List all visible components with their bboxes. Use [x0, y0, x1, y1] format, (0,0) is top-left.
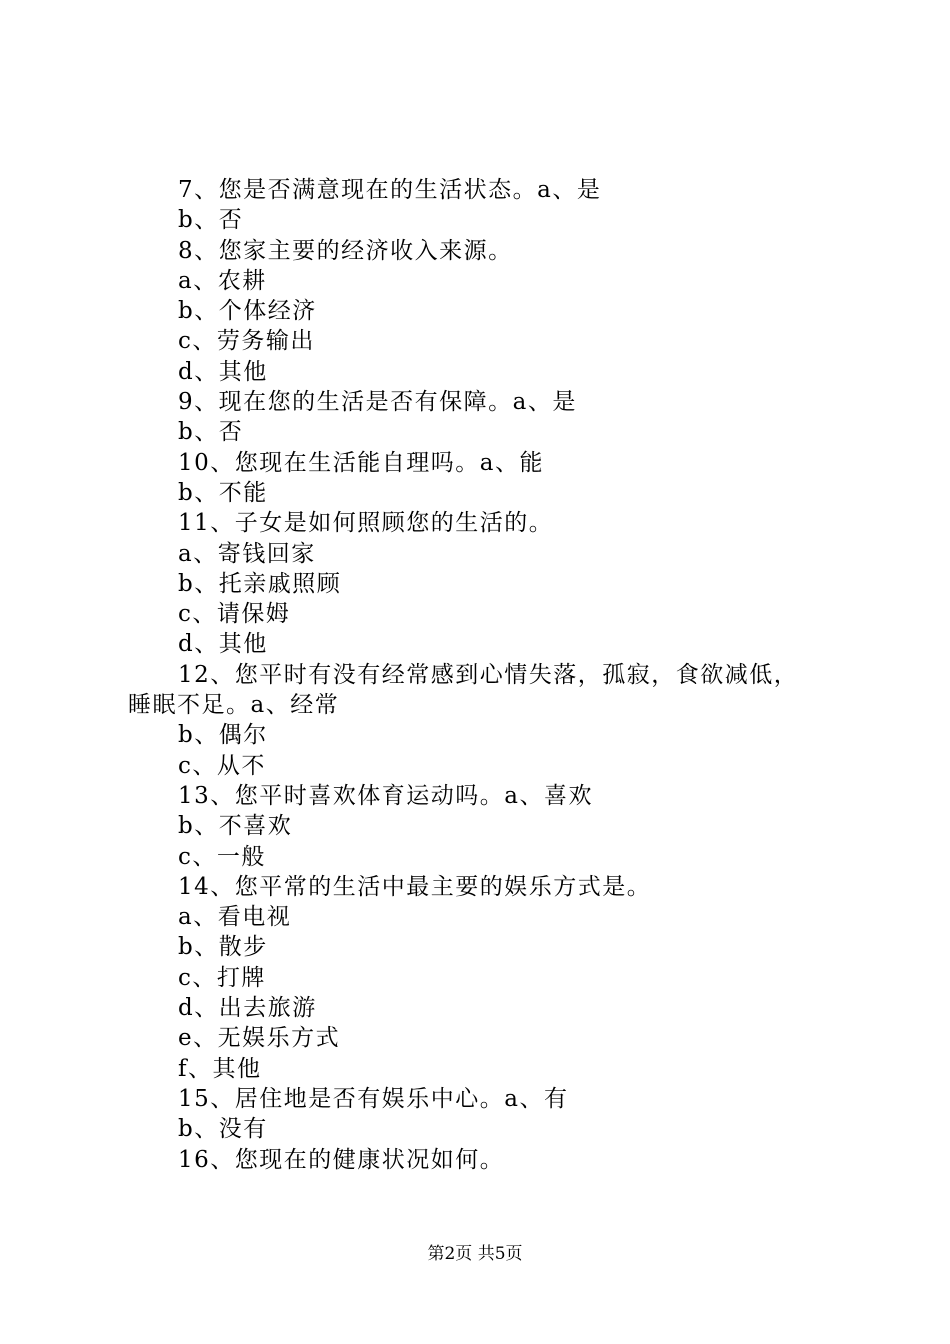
- text-line: c、从不: [178, 752, 266, 779]
- text-line: b、不喜欢: [178, 813, 293, 840]
- text-line: d、其他: [178, 631, 268, 658]
- text-line: a、寄钱回家: [178, 540, 316, 567]
- text-line: 9、现在您的生活是否有保障。a、是: [178, 389, 577, 416]
- text-line: 13、您平时喜欢体育运动吗。a、喜欢: [178, 782, 593, 809]
- text-line: 15、居住地是否有娱乐中心。a、有: [178, 1085, 569, 1112]
- text-line: f、其他: [178, 1055, 262, 1082]
- text-line: b、不能: [178, 479, 268, 506]
- text-line: 16、您现在的健康状况如何。: [178, 1146, 505, 1173]
- question-12-line-1: 12、您平时有没有经常感到心情失落，孤寂，食欲减低，: [178, 661, 799, 688]
- text-line: 7、您是否满意现在的生活状态。a、是: [178, 177, 602, 203]
- text-line: b、托亲戚照顾: [178, 570, 342, 597]
- text-line: c、一般: [178, 843, 266, 870]
- text-line: b、散步: [178, 934, 268, 961]
- text-line: c、劳务输出: [178, 328, 315, 355]
- text-line: b、否: [178, 207, 244, 234]
- text-line: c、打牌: [178, 964, 266, 991]
- text-line: b、个体经济: [178, 298, 317, 325]
- question-12-line-2: 睡眠不足。a、经常: [128, 692, 340, 719]
- text-line: 10、您现在生活能自理吗。a、能: [178, 449, 544, 476]
- text-line: e、无娱乐方式: [178, 1025, 341, 1052]
- text-line: a、看电视: [178, 904, 292, 931]
- page-number-footer: 第2页 共5页: [427, 1244, 523, 1264]
- text-line: c、请保姆: [178, 601, 291, 628]
- document-body: [0, 175, 950, 1175]
- text-line: b、没有: [178, 1116, 268, 1143]
- text-line: d、其他: [178, 358, 268, 385]
- text-line: a、农耕: [178, 267, 267, 294]
- text-line: d、出去旅游: [178, 995, 317, 1022]
- text-line: 11、子女是如何照顾您的生活的。: [178, 510, 554, 537]
- text-line: b、偶尔: [178, 722, 268, 749]
- text-line: 8、您家主要的经济收入来源。: [178, 237, 513, 264]
- text-line: 14、您平常的生活中最主要的娱乐方式是。: [178, 873, 652, 900]
- text-line: b、否: [178, 419, 244, 446]
